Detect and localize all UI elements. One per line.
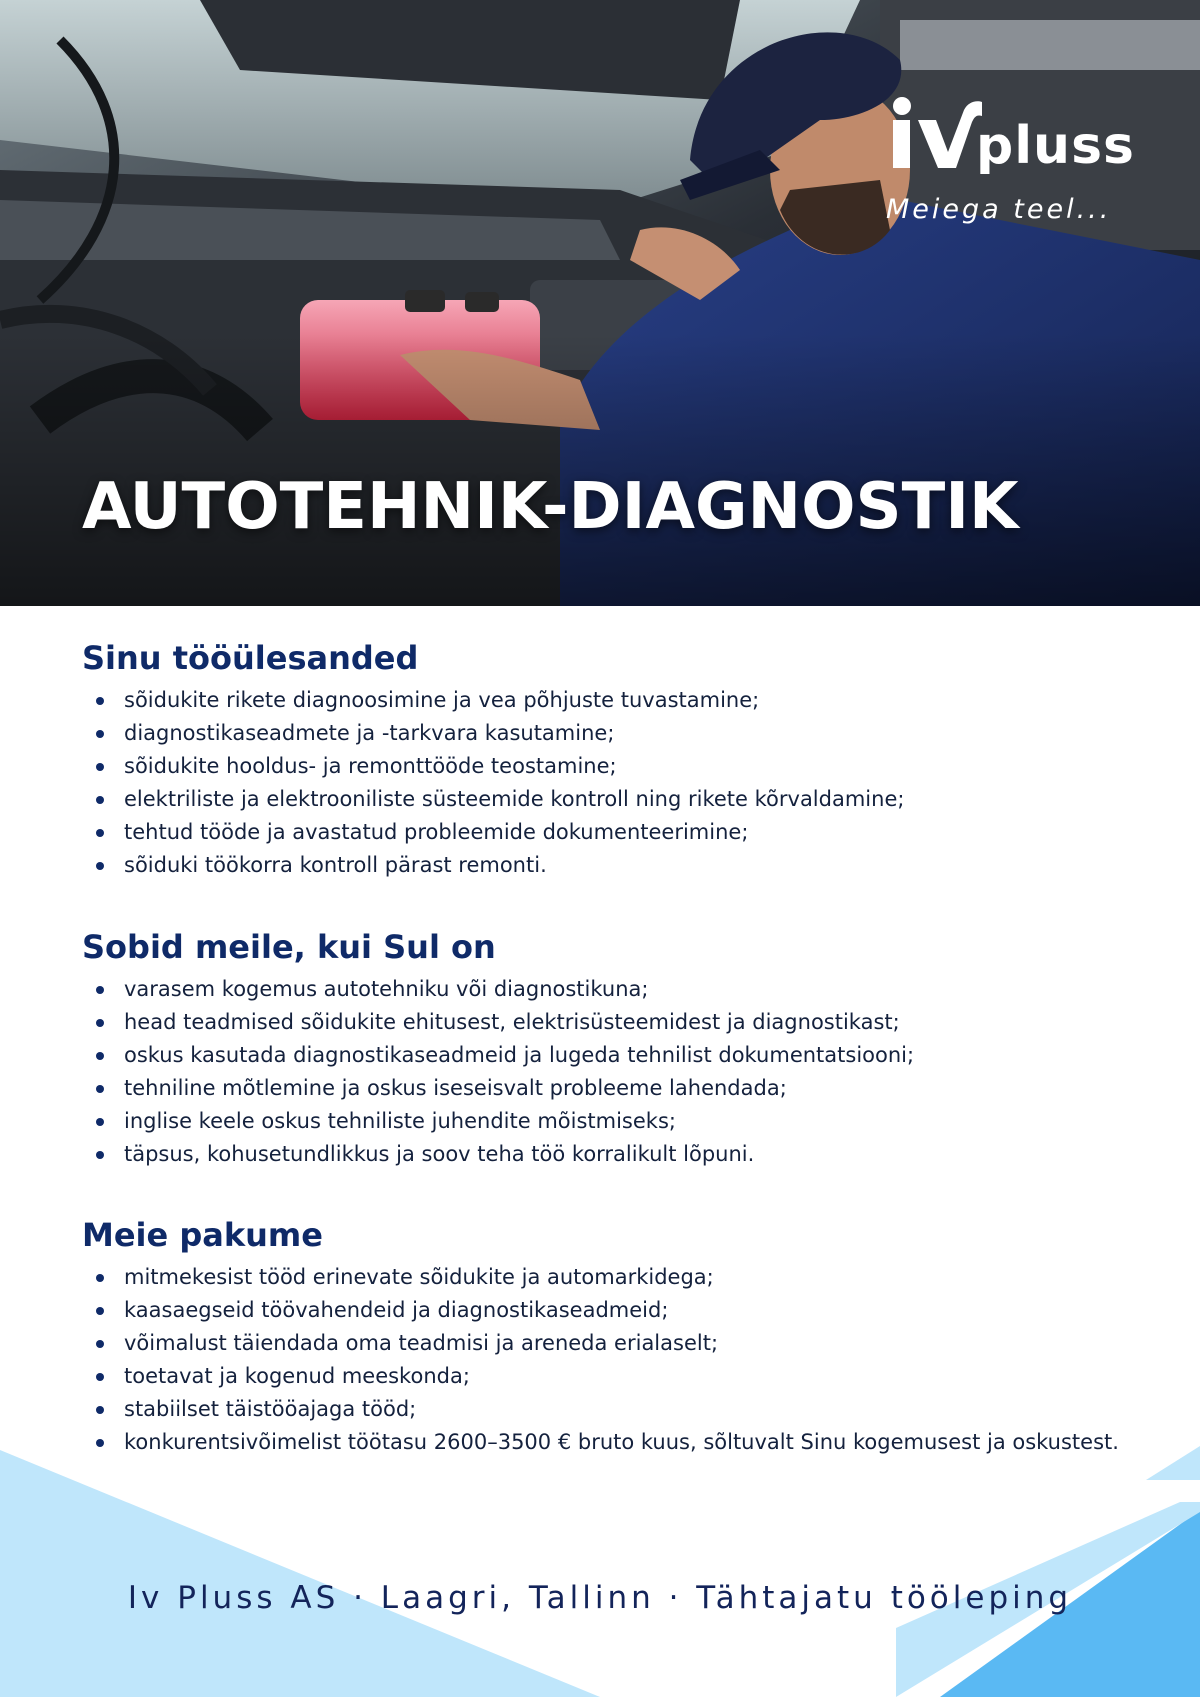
list-item [82,1105,1142,1138]
list-item [82,1006,1142,1039]
requirements-heading: Sobid meile, kui Sul on [82,928,496,966]
bullet-icon [96,1085,104,1093]
list-item-text: võimalust täiendada oma teadmisi ja areneda erialaselt; [124,1331,719,1355]
list-item-text: toetavat ja kogenud meeskonda; [124,1364,470,1388]
logo-wordmark: pluss [976,116,1135,176]
list-item-text: mitmekesist tööd erinevate sõidukite ja automarkidega; [124,1265,714,1289]
list-item [82,1072,1142,1105]
duties-heading: Sinu tööülesanded [82,639,419,677]
list-item-text: täpsus, kohusetundlikkus ja soov teha töö korralikult lõpuni. [124,1142,755,1166]
bullet-icon [96,829,104,837]
list-item [82,1261,1142,1294]
footer-info: Iv Pluss AS · Laagri, Tallinn · Tähtajatu tööleping [127,1580,1073,1616]
bullet-icon [96,1118,104,1126]
bullet-icon [96,1373,104,1381]
list-item [82,750,1142,783]
bullet-icon [96,763,104,771]
bullet-icon [96,1307,104,1315]
bullet-icon [96,697,104,705]
bullet-icon [96,1406,104,1414]
bullet-icon [96,1340,104,1348]
list-item-text: sõiduki töökorra kontroll pärast remonti. [124,853,547,877]
list-item [82,1138,1142,1171]
list-item-text: inglise keele oskus tehniliste juhendite mõistmiseks; [124,1109,676,1133]
list-item [82,717,1142,750]
list-item [82,1039,1142,1072]
requirements-section [82,925,1142,1171]
list-item [82,1426,1142,1459]
bullet-icon [96,1439,104,1447]
company-logo [884,96,1135,236]
list-item-text: sõidukite hooldus- ja remonttööde teostamine; [124,754,617,778]
list-item [82,816,1142,849]
list-item [82,1294,1142,1327]
list-item-text: diagnostikaseadmete ja -tarkvara kasutamine; [124,721,615,745]
list-item [82,973,1142,1006]
duties-list [82,684,1142,882]
bullet-icon [96,730,104,738]
list-item-text: konkurentsivõimelist töötasu 2600–3500 € bruto kuus, sõltuvalt Sinu kogemusest ja oskustest. [124,1430,1119,1454]
hero-banner [0,0,1200,606]
job-title: AUTOTEHNIK-DIAGNOSTIK [82,470,1019,544]
requirements-list [82,973,1142,1171]
list-item [82,1393,1142,1426]
offer-list [82,1261,1142,1459]
list-item-text: varasem kogemus autotehniku või diagnostikuna; [124,977,649,1001]
list-item-text: tehniline mõtlemine ja oskus iseseisvalt probleeme lahendada; [124,1076,787,1100]
duties-section [82,636,1142,882]
list-item [82,1360,1142,1393]
list-item-text: sõidukite rikete diagnoosimine ja vea põhjuste tuvastamine; [124,688,760,712]
bullet-icon [96,1052,104,1060]
bullet-icon [96,1274,104,1282]
bullet-icon [96,862,104,870]
list-item-text: head teadmised sõidukite ehitusest, elektrisüsteemidest ja diagnostikast; [124,1010,900,1034]
bullet-icon [96,1019,104,1027]
list-item [82,684,1142,717]
list-item-text: kaasaegseid töövahendeid ja diagnostikaseadmeid; [124,1298,669,1322]
bullet-icon [96,986,104,994]
list-item-text: stabiilset täistööajaga tööd; [124,1397,417,1421]
list-item-text: oskus kasutada diagnostikaseadmeid ja lugeda tehnilist dokumentatsiooni; [124,1043,915,1067]
offer-section [82,1213,1142,1459]
iv-logo-mark [884,96,984,172]
offer-heading: Meie pakume [82,1216,323,1254]
bullet-icon [96,1151,104,1159]
list-item [82,783,1142,816]
list-item-text: elektriliste ja elektrooniliste süsteemide kontroll ning rikete kõrvaldamine; [124,787,905,811]
logo-tagline: Meiega teel... [886,194,1112,225]
list-item [82,1327,1142,1360]
bullet-icon [96,796,104,804]
list-item-text: tehtud tööde ja avastatud probleemide dokumenteerimine; [124,820,749,844]
list-item [82,849,1142,882]
